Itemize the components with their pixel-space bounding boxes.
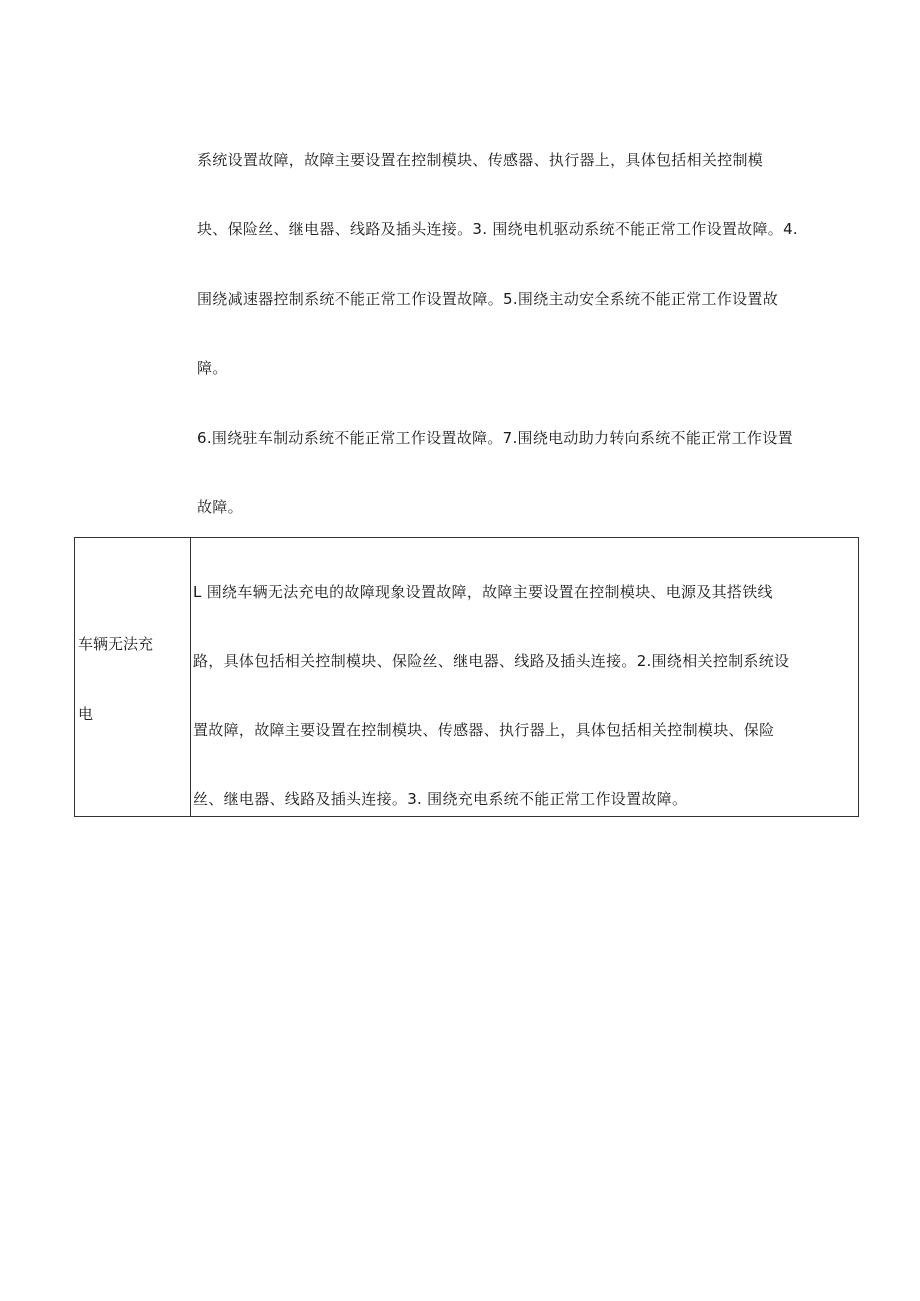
row-header-line-2: 电	[78, 705, 94, 723]
continuation-line-4: 障。	[197, 359, 228, 377]
continuation-line-2: 块、保险丝、继电器、线路及插头连接。3. 围绕电机驱动系统不能正常工作设置故障。4.	[197, 220, 798, 238]
row-header-line-1: 车辆无法充	[78, 635, 154, 653]
cell-line-2: 路，具体包括相关控制模块、保险丝、继电器、线路及插头连接。2.围绕相关控制系统设	[193, 652, 790, 670]
cell-line-1: L 围绕车辆无法充电的故障现象设置故障，故障主要设置在控制模块、电源及其搭铁线	[193, 583, 773, 601]
cell-line-3: 置故障，故障主要设置在控制模块、传感器、执行器上，具体包括相关控制模块、保险	[193, 721, 775, 739]
continuation-line-1: 系统设置故障，故障主要设置在控制模块、传感器、执行器上，具体包括相关控制模	[197, 151, 764, 169]
continuation-line-3: 围绕减速器控制系统不能正常工作设置故障。5.围绕主动安全系统不能正常工作设置故	[197, 290, 779, 308]
cell-line-4: 丝、继电器、线路及插头连接。3. 围绕充电系统不能正常工作设置故障。	[193, 790, 688, 808]
continuation-line-5: 6.围绕驻车制动系统不能正常工作设置故障。7.围绕电动助力转向系统不能正常工作设置	[197, 429, 793, 447]
continuation-line-6: 故障。	[197, 498, 243, 516]
column-divider	[190, 538, 191, 816]
fault-table	[74, 537, 859, 817]
